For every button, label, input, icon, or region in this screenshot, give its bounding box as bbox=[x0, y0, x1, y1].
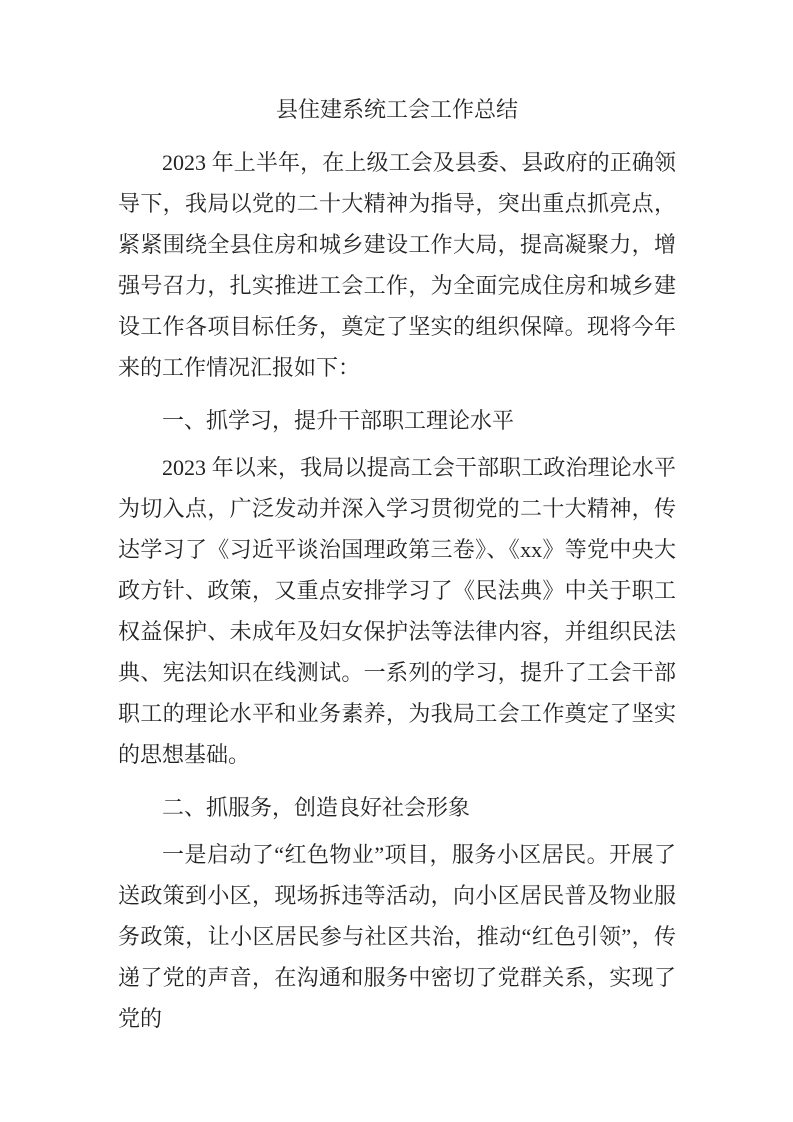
section-heading-1: 一、抓学习，提升干部职工理论水平 bbox=[162, 408, 515, 433]
paragraph-intro: 2023 年上半年，在上级工会及县委、县政府的正确领导下，我局以党的二十大精神为指导，突出重点抓亮点，紧紧围绕全县住房和城乡建设工作大局，提高凝聚力，增强号召力，扎实推进工会工作，为全面完成住房和城乡建设工作各项目标任务，奠定了坚实的组织保障。现将今年来的工作情况汇报如下： bbox=[118, 150, 676, 380]
section-heading-2: 二、抓服务，创造良好社会形象 bbox=[162, 795, 471, 820]
paragraph-section-2: 一是启动了“红色物业”项目，服务小区居民。开展了送政策到小区，现场拆违等活动，向小区居民普及物业服务政策，让小区居民参与社区共治，推动“红色引领”，传递了党的声音，在沟通和服务中密切了党群关系，实现了党的 bbox=[118, 842, 676, 1031]
document-title: 县住建系统工会工作总结 bbox=[275, 97, 518, 122]
paragraph-section-1: 2023 年以来，我局以提高工会干部职工政治理论水平为切入点，广泛发动并深入学习贯彻党的二十大精神，传达学习了《习近平谈治国理政第三卷》、《xx》等党中央大政方针、政策，又重点安排学习了《民法典》中关于职工权益保护、未成年及妇女保护法等法律内容，并组织民法典、宪法知识在线测试。一系列的学习，提升了工会干部职工的理论水平和业务素养，为我局工会工作奠定了坚实的思想基础。 bbox=[118, 455, 676, 767]
